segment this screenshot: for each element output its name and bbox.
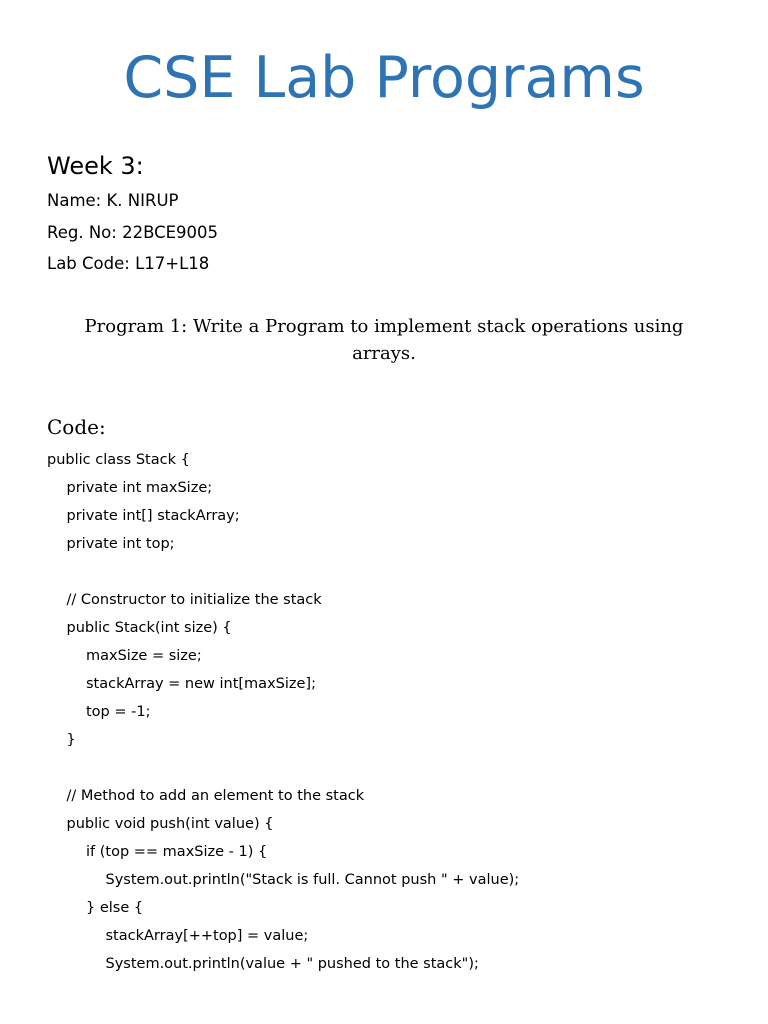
- registration-number: Reg. No: 22BCE9005: [47, 223, 219, 242]
- code-line: private int maxSize;: [66, 480, 213, 496]
- code-line: // Method to add an element to the stack: [66, 788, 365, 804]
- lab-code: Lab Code: L17+L18: [47, 254, 210, 273]
- code-line: public Stack(int size) {: [66, 620, 232, 636]
- code-line: } else {: [86, 900, 144, 916]
- code-line: top = -1;: [86, 704, 151, 720]
- code-line: private int top;: [66, 536, 175, 552]
- code-line: System.out.println(value + " pushed to the stack");: [105, 956, 479, 972]
- code-line: if (top == maxSize - 1) {: [86, 844, 268, 860]
- code-line: stackArray = new int[maxSize];: [86, 676, 316, 692]
- code-line: [47, 754, 737, 782]
- code-line: stackArray[++top] = value;: [105, 928, 309, 944]
- code-line: public void push(int value) {: [66, 816, 274, 832]
- code-block: [47, 446, 737, 978]
- program-title: Program 1: Write a Program to implement stack operations using arrays.: [84, 316, 684, 364]
- document-title: CSE Lab Programs: [123, 45, 645, 111]
- student-name: Name: K. NIRUP: [47, 191, 179, 210]
- code-line: public class Stack {: [47, 452, 190, 468]
- code-line: maxSize = size;: [86, 648, 202, 664]
- week-heading: Week 3:: [47, 152, 144, 180]
- code-line: private int[] stackArray;: [66, 508, 240, 524]
- code-line: System.out.println("Stack is full. Cannot push " + value);: [105, 872, 520, 888]
- code-line: }: [66, 732, 76, 748]
- code-line: // Constructor to initialize the stack: [66, 592, 322, 608]
- code-line: [47, 558, 737, 586]
- code-heading: Code:: [47, 415, 106, 439]
